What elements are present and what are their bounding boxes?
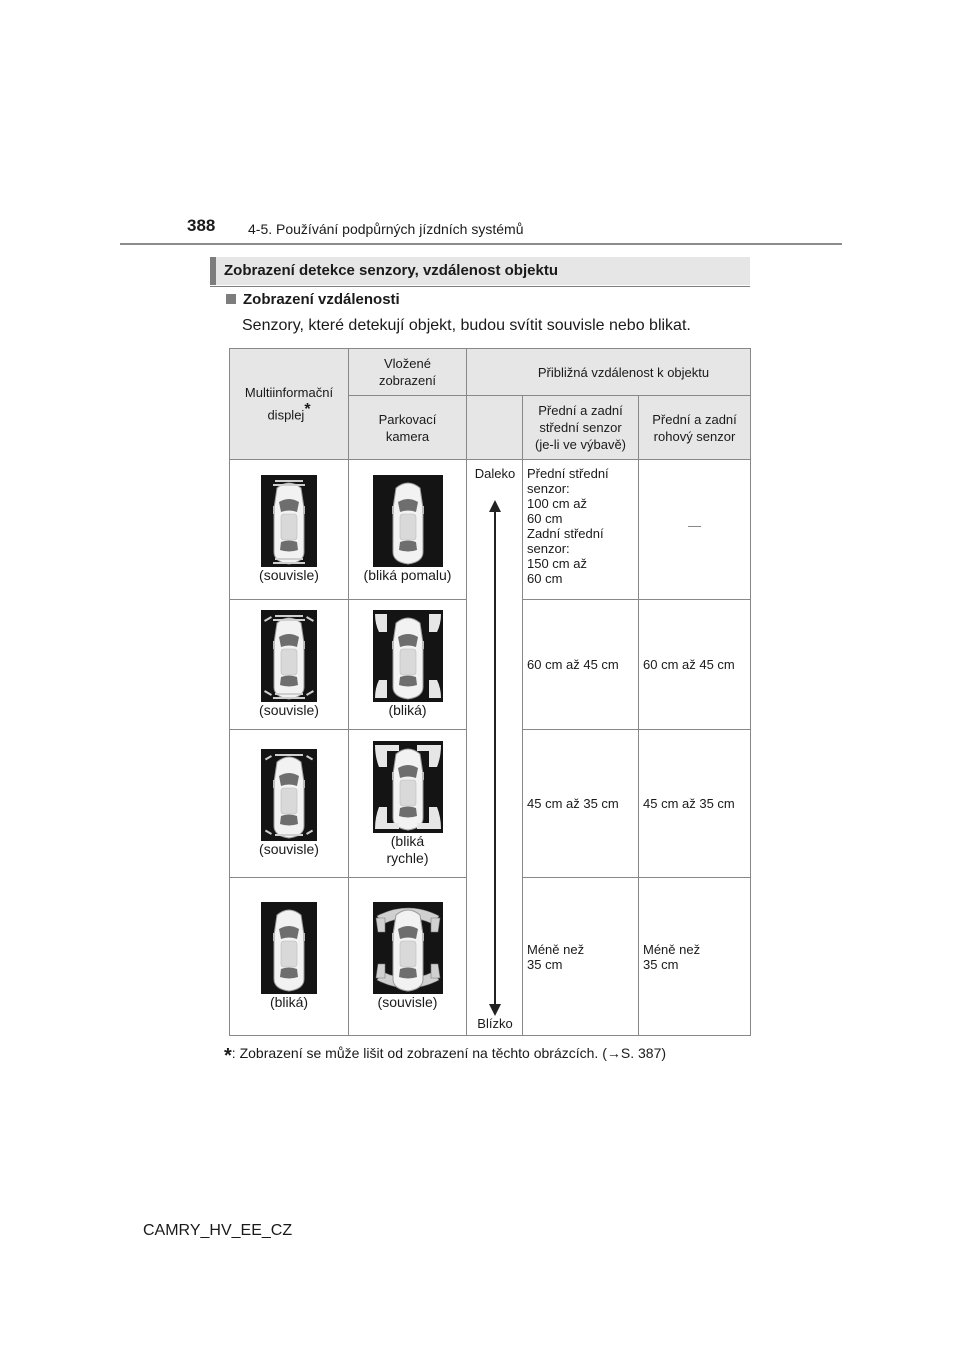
row1-center-line4: 60 cm [527, 511, 563, 526]
row3-multi-cell [230, 730, 349, 878]
header-multi-info [230, 349, 349, 460]
page-number: 388 [187, 216, 216, 235]
row2-camera-caption: (bliká) [388, 702, 427, 718]
section-title: 4-5. Používání podpůrných jízdních systémů [248, 221, 524, 237]
box-title-bar [210, 257, 750, 285]
row4-corner-line1: Méně než [643, 941, 701, 957]
row1-center-line3: 100 cm až [527, 496, 587, 511]
camera-display-image [373, 902, 443, 994]
near-label: Blízko [477, 1016, 513, 1031]
row1-multi-cell [230, 460, 349, 600]
multi-display-image [261, 749, 317, 841]
row4-center-line1: Méně než [527, 941, 585, 957]
row3-multi-caption: (souvisle) [259, 841, 319, 857]
row1-center-line7: 150 cm až [527, 556, 587, 571]
footnote-text-b: S. 387) [620, 1045, 667, 1061]
title-accent [210, 257, 216, 285]
header-arrow-blank [467, 396, 523, 460]
row1-center-line8: 60 cm [527, 571, 563, 586]
row3-camera-caption-line2: rychle) [386, 849, 429, 866]
row3-corner-cell [639, 730, 751, 878]
camera-display-image [373, 475, 443, 567]
row3-center-value: 45 cm až 35 cm [527, 796, 619, 811]
far-label: Daleko [474, 466, 516, 481]
sub-heading [226, 291, 400, 308]
header-multi-line1: Multiinformační [244, 385, 334, 401]
header-multi-line2: displej [267, 407, 305, 423]
distance-arrow-icon [485, 498, 505, 1018]
multi-display-image [261, 902, 317, 994]
row2-multi-cell [230, 600, 349, 730]
row2-center-cell [523, 600, 639, 730]
row4-camera-cell [349, 878, 467, 1036]
multi-display-image [261, 610, 317, 702]
header-camera-line2: kamera [385, 428, 430, 444]
header-rule [120, 243, 842, 245]
header-center-sensor [523, 396, 639, 460]
row3-center-cell [523, 730, 639, 878]
body-text: Senzory, které detekují objekt, budou svítit souvisle nebo blikat. [242, 317, 691, 334]
header-corner-line1: Přední a zadní [652, 411, 737, 427]
row1-corner-cell: — [639, 460, 751, 600]
multi-display-image [261, 475, 317, 567]
row3-camera-caption-line1: (bliká [390, 832, 425, 849]
row3-corner-value: 45 cm až 35 cm [643, 796, 735, 811]
row4-corner-line2: 35 cm [643, 956, 679, 972]
row4-multi-cell [230, 878, 349, 1036]
sub-heading-text: Zobrazení vzdálenosti [243, 291, 400, 308]
row4-center-line2: 35 cm [527, 956, 563, 972]
footnote-text-a: : Zobrazení se může lišit od zobrazení na těchto obrázcích. ( [231, 1045, 607, 1061]
header-center-line1: Přední a zadní [538, 403, 623, 418]
row4-camera-caption: (souvisle) [377, 994, 438, 1010]
row4-corner-cell [639, 878, 751, 1036]
row2-center-value: 60 cm až 45 cm [527, 657, 619, 672]
header-corner-sensor [639, 396, 751, 460]
header-embedded [349, 349, 467, 396]
row1-center-line1: Přední střední [527, 466, 609, 481]
camera-display-image [373, 610, 443, 702]
header-camera-line1: Parkovací [378, 411, 437, 427]
row1-center-cell [523, 460, 639, 600]
row1-camera-caption: (bliká pomalu) [363, 567, 452, 583]
row1-center-line5: Zadní střední [527, 526, 604, 541]
header-center-line2: střední senzor [539, 420, 622, 435]
far-near-arrow-cell [467, 460, 523, 1036]
row3-camera-cell [349, 730, 467, 878]
row2-multi-caption: (souvisle) [259, 702, 319, 718]
header-distance: Přibližná vzdálenost k objektu [467, 349, 751, 396]
title-underline [210, 286, 750, 287]
footnote [224, 1041, 667, 1067]
header-corner-line2: rohový senzor [653, 428, 736, 444]
row2-corner-cell [639, 600, 751, 730]
arrow-right-icon: → [606, 1045, 621, 1061]
row4-multi-caption: (bliká) [269, 994, 309, 1010]
row4-center-cell [523, 878, 639, 1036]
row2-camera-cell [349, 600, 467, 730]
header-embedded-line2: zobrazení [378, 373, 437, 388]
row1-center-line2: senzor: [527, 481, 570, 496]
footnote-asterisk: * [224, 1045, 232, 1067]
row1-multi-caption: (souvisle) [259, 567, 319, 583]
model-code: CAMRY_HV_EE_CZ [143, 1222, 293, 1239]
square-bullet-icon [226, 294, 236, 304]
header-camera [349, 396, 467, 460]
row2-corner-value: 60 cm až 45 cm [643, 657, 735, 672]
header-embedded-line1: Vložené [384, 356, 431, 371]
header-center-line3: (je-li ve výbavě) [534, 437, 627, 452]
camera-display-image [373, 741, 443, 833]
box-title: Zobrazení detekce senzory, vzdálenost objektu [224, 262, 558, 279]
row1-center-line6: senzor: [527, 541, 570, 556]
distance-table [229, 348, 751, 1036]
asterisk-mark: * [304, 401, 311, 419]
row1-camera-cell [349, 460, 467, 600]
